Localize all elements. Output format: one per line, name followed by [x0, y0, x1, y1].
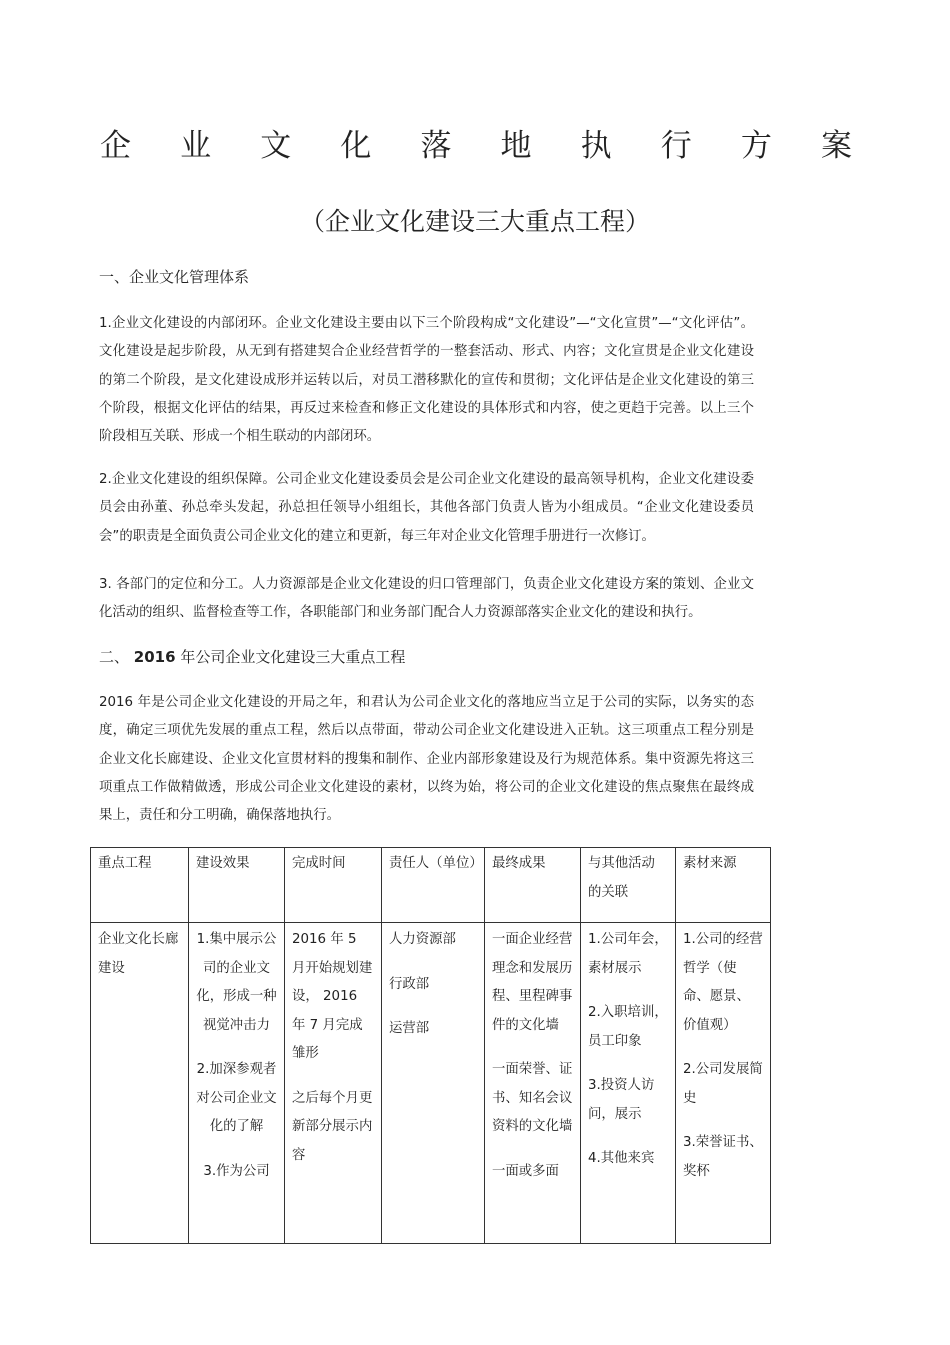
header-cell-effect: 建设效果 [189, 848, 285, 923]
header-cell-result: 最终成果 [485, 848, 581, 923]
header-cell-time: 完成时间 [285, 848, 382, 923]
owner-item: 运营部 [389, 1021, 430, 1036]
cell-results [485, 923, 581, 1244]
result-item: 一面企业经营理念和发展历程、里程碑事件的文化墙 [492, 932, 573, 1033]
cell-time [285, 923, 382, 1244]
result-item: 一面荣誉、证书、知名会议资料的文化墙 [492, 1062, 573, 1134]
section-2-heading-year: 2016 [133, 648, 176, 666]
table-header-row [91, 848, 771, 923]
cell-sources [676, 923, 771, 1244]
section-1-paragraph-1: 1.企业文化建设的内部闭环。企业文化建设主要由以下三个阶段构成“文化建设”—“文化宣贯”—“文化评估”。文化建设是起步阶段，从无到有搭建契合企业经营哲学的一整套活动、形式、内容；文化宣贯是企业文化建设的第二个阶段，是文化建设成形并运转以后，对员工潜移默化的宣传和贯彻；文化评估是企业文化建设的第三个阶段，根据文化评估的结果，再反过来检查和修正文化建设的具体形式和内容，使之更趋于完善。以上三个阶段相互关联、形成一个相生联动的内部闭环。 [99, 316, 754, 445]
header-cell-owner: 责任人（单位） [382, 848, 485, 923]
header-cell-source: 素材来源 [676, 848, 771, 923]
cell-relations [581, 923, 676, 1244]
section-2-heading-rest: 年公司企业文化建设三大重点工程 [180, 648, 406, 666]
time-item: 之后每个月更新部分展示内容 [292, 1090, 373, 1163]
cell-effects [189, 923, 285, 1244]
section-2-heading-prefix: 二、 [99, 648, 130, 666]
relation-item: 3.投资人访问，展示 [588, 1078, 655, 1122]
section-1-heading: 一、企业文化管理体系 [99, 268, 250, 286]
source-item: 2.公司发展简史 [683, 1062, 763, 1106]
section-2-heading [99, 646, 405, 668]
owner-item: 行政部 [389, 976, 430, 992]
cell-owners [382, 923, 485, 1244]
header-cell-project: 重点工程 [91, 848, 189, 923]
section-1-paragraph-3: 3. 各部门的定位和分工。人力资源部是企业文化建设的归口管理部门，负责企业文化建设方案的策划、企业文化活动的组织、监督检查等工作，各职能部门和业务部门配合人力资源部落实企业文化的建设和执行。 [99, 577, 754, 621]
owner-item: 人力资源部 [389, 932, 456, 947]
page-title: 企业文化落地执行方案 [100, 128, 852, 164]
header-cell-relation: 与其他活动的关联 [581, 848, 676, 923]
page-subtitle: （企业文化建设三大重点工程） [299, 207, 650, 236]
time-item: 2016 年 5 月开始规划建设， 2016 年 7 月完成雏形 [292, 932, 373, 1061]
effect-item: 3.作为公司 [203, 1163, 270, 1179]
result-item: 一面或多面 [492, 1163, 559, 1179]
table-row [91, 923, 771, 1244]
source-item: 1.公司的经营哲学（使命、愿景、价值观） [683, 932, 763, 1033]
effect-item: 1.集中展示公司的企业文化，形成一种视觉冲击力 [196, 932, 277, 1033]
relation-item: 1.公司年会，素材展示 [588, 932, 668, 976]
relation-item: 2.入职培训，员工印象 [588, 1005, 668, 1049]
cell-project: 企业文化长廊建设 [91, 923, 189, 1244]
effect-item: 2.加深参观者对公司企业文化的了解 [196, 1062, 277, 1134]
source-item: 3.荣誉证书、奖杯 [683, 1135, 763, 1179]
section-1-paragraph-2: 2.企业文化建设的组织保障。公司企业文化建设委员会是公司企业文化建设的最高领导机构，企业文化建设委员会由孙董、孙总牵头发起，孙总担任领导小组组长，其他各部门负责人皆为小组成员。“企业文化建设委员会”的职责是全面负责公司企业文化的建立和更新，每三年对企业文化管理手册进行一次修订。 [99, 472, 754, 544]
section-2-paragraph: 2016 年是公司企业文化建设的开局之年，和君认为公司企业文化的落地应当立足于公司的实际，以务实的态度，确定三项优先发展的重点工程，然后以点带面，带动公司企业文化建设进入正轨。这三项重点工程分别是企业文化长廊建设、企业文化宣贯材料的搜集和制作、企业内部形象建设及行为规范体系。集中资源先将这三项重点工作做精做透，形成公司企业文化建设的素材，以终为始，将公司的企业文化建设的焦点聚焦在最终成果上，责任和分工明确，确保落地执行。 [99, 695, 754, 824]
relation-item: 4.其他来宾 [588, 1151, 655, 1166]
key-projects-table [90, 847, 771, 1244]
